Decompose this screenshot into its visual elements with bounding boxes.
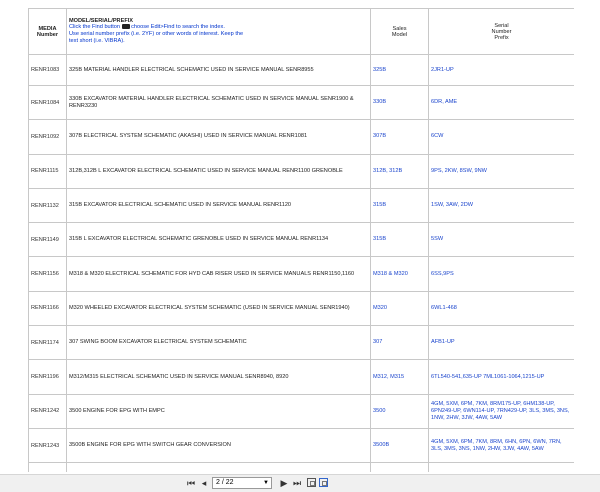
sales-model-link-text[interactable]: M318 & M320 [373,270,408,277]
sales-model-link[interactable] [371,154,429,188]
media-number-cell: RENR1083 [29,55,67,86]
table-row [29,428,575,462]
sales-model-link[interactable] [371,291,429,325]
media-number-cell: RENR1196 [29,360,67,394]
sales-model-link[interactable] [371,188,429,222]
table-row [29,257,575,291]
description-cell: 307B ELECTRICAL SYSTEM SCHEMATIC (AKASHI) USED IN SERVICE MANUAL RENR1081 [67,120,371,154]
serial-prefix-link-text[interactable]: 2JR1-UP [431,66,454,73]
description-cell: 3500B ENGINE FOR EPG WITH SWITCH GEAR CONVERSION [67,428,371,462]
sales-model-link-text[interactable]: 307 [373,339,383,346]
sales-model-link-text[interactable]: 312B, 312B [373,167,403,174]
table-row [29,154,575,188]
sales-model-link-text[interactable]: M320 [373,304,387,311]
media-number-cell: RENR1092 [29,120,67,154]
sales-model-link[interactable] [371,394,429,428]
sales-model-link[interactable] [371,360,429,394]
serial-prefix-link-text[interactable]: 4GM, 5XM, 6PM, 7KM, 8RM175-UP, 6HM138-UP, 6PN249-UP, 6WN114-UP, 7RN429-UP, 3LS, 3MS, 3NS, 1NW, 2HW, 3JW, 4AW, 5AW [431,400,570,421]
table-row [29,55,575,86]
sales-model-link-text[interactable]: M312, M315 [373,373,405,380]
serial-prefix-link[interactable] [429,86,575,120]
serial-prefix-column-header: Serial Number Prefix [429,9,575,55]
serial-prefix-link-text[interactable]: 6DR, AME [431,99,458,106]
text-short-instruction: text short (i.e. VIBRA). [69,38,125,44]
table-row [29,360,575,394]
find-instruction: Click the Find button choose Edit>Find to search the index. [69,24,225,30]
table-row [29,86,575,120]
media-number-cell [29,463,67,472]
table-header-row [29,9,575,55]
sales-model-link[interactable] [371,223,429,257]
media-number-cell: RENR1156 [29,257,67,291]
page-number-select[interactable] [212,477,272,489]
description-cell: 330B EXCAVATOR MATERIAL HANDLER ELECTRICAL SCHEMATIC USED IN SERVICE MANUAL SENR1900 & RENR3230 [67,86,371,120]
serial-prefix-link[interactable] [429,463,575,472]
sales-model-link-text[interactable]: 3500B [373,442,390,449]
serial-prefix-link[interactable] [429,291,575,325]
table-row [29,394,575,428]
serial-prefix-link[interactable] [429,154,575,188]
description-cell: 315B EXCAVATOR ELECTRICAL SCHEMATIC USED IN SERVICE MANUAL RENR1120 [67,188,371,222]
serial-prefix-link-text[interactable]: 6CW [431,133,444,140]
sales-model-link[interactable] [371,428,429,462]
serial-prefix-link[interactable] [429,394,575,428]
table-row [29,463,575,472]
model-header-title: MODEL/SERIAL/PREFIX [69,18,134,24]
serial-prefix-link[interactable] [429,257,575,291]
sales-model-link[interactable] [371,463,429,472]
media-column-header: MEDIA Number [29,9,67,55]
sales-model-link[interactable] [371,257,429,291]
sales-model-link-text[interactable]: 330B [373,99,387,106]
serial-prefix-link[interactable] [429,428,575,462]
page-number-value: 2 / 22 [216,479,234,486]
sales-model-link-text[interactable]: 315B [373,236,387,243]
pdf-navigation-toolbar [0,474,600,492]
sales-model-column-header: Sales Model [371,9,429,55]
media-number-cell: RENR1115 [29,154,67,188]
previous-page-button[interactable]: ◂ [201,478,207,488]
serial-prefix-link-text[interactable]: AFB1-UP [431,339,455,346]
description-cell: 312B,312B L EXCAVATOR ELECTRICAL SCHEMATIC USED IN SERVICE MANUAL RENR1100 GRENOBLE [67,154,371,188]
media-number-cell: RENR1166 [29,291,67,325]
description-cell: 307 SWING BOOM EXCAVATOR ELECTRICAL SYSTEM SCHEMATIC [67,326,371,360]
description-cell: M312/M315 ELECTRICAL SCHEMATIC USED IN SERVICE MANUAL SENR8940, 8920 [67,360,371,394]
serial-prefix-link[interactable] [429,55,575,86]
media-number-cell: RENR1174 [29,326,67,360]
serial-prefix-link[interactable] [429,120,575,154]
chevron-down-icon: ▼ [263,480,269,486]
media-number-cell: RENR1084 [29,86,67,120]
serial-prefix-link-text[interactable]: 4GM, 5XM, 6PM, 7KM, 8RM, 6HN, 6PN, 6WN, 7RN, 3LS, 3MS, 3NS, 1NW, 2HW, 3JW, 4AW, 5AW [431,438,562,452]
description-cell: 325B MATERIAL HANDLER ELECTRICAL SCHEMATIC USED IN SERVICE MANUAL SENR8955 [67,55,371,86]
serial-prefix-link[interactable] [429,223,575,257]
table-row [29,188,575,222]
sales-model-link-text[interactable]: 315B [373,202,387,209]
table-row [29,223,575,257]
sales-model-link-text[interactable]: 307B [373,133,387,140]
description-cell [67,463,371,472]
model-column-header [67,9,371,55]
last-page-button[interactable]: ⏭ [292,478,302,488]
description-cell: 3500 ENGINE FOR EPG WITH EMPC [67,394,371,428]
serial-prefix-link-text[interactable]: 5SW [431,236,444,243]
table-row [29,120,575,154]
serial-prefix-link[interactable] [429,326,575,360]
sales-model-link-text[interactable]: 325B [373,66,387,73]
next-page-button[interactable]: ▶ [280,478,288,488]
media-number-cell: RENR1243 [29,428,67,462]
sales-model-link-text[interactable]: 3500 [373,407,386,414]
serial-prefix-link[interactable] [429,188,575,222]
document-page [28,8,574,472]
fit-width-icon[interactable] [319,478,328,487]
sales-model-link[interactable] [371,326,429,360]
sales-model-link[interactable] [371,86,429,120]
serial-prefix-link[interactable] [429,360,575,394]
first-page-button[interactable]: ⏮ [186,478,196,488]
media-number-cell: RENR1242 [29,394,67,428]
serial-prefix-link-text[interactable]: 6SS,9PS [431,270,454,277]
sales-model-link[interactable] [371,55,429,86]
prefix-instruction: Use serial number prefix (i.e. 2YF) or other words of interest. Keep the [69,31,244,37]
sales-model-link[interactable] [371,120,429,154]
description-cell: M318 & M320 ELECTRICAL SCHEMATIC FOR HYD CAB RISER USED IN SERVICE MANUALS RENR1150,1160 [67,257,371,291]
media-number-cell: RENR1149 [29,223,67,257]
binoculars-icon [122,24,130,29]
media-index-table [28,8,574,472]
table-row [29,291,575,325]
serial-prefix-link-text[interactable]: 6TL540-541,635-UP 7ML1061-1064,1215-UP [431,373,545,380]
description-cell: M320 WHEELED EXCAVATOR ELECTRICAL SYSTEM SCHEMATIC (USED IN SERVICE MANUAL SENR1940) [67,291,371,325]
serial-prefix-link-text[interactable]: 1SW, 3AW, 2DW [431,202,474,209]
table-row [29,326,575,360]
media-number-cell: RENR1132 [29,188,67,222]
serial-prefix-link-text[interactable]: 9PS, 2KW, 8SW, 9NW [431,167,487,174]
fit-page-icon[interactable] [307,478,316,487]
description-cell: 315B L EXCAVATOR ELECTRICAL SCHEMATIC GRENOBLE USED IN SERVICE MANUAL RENR1134 [67,223,371,257]
serial-prefix-link-text[interactable]: 6WL1-468 [431,304,457,311]
